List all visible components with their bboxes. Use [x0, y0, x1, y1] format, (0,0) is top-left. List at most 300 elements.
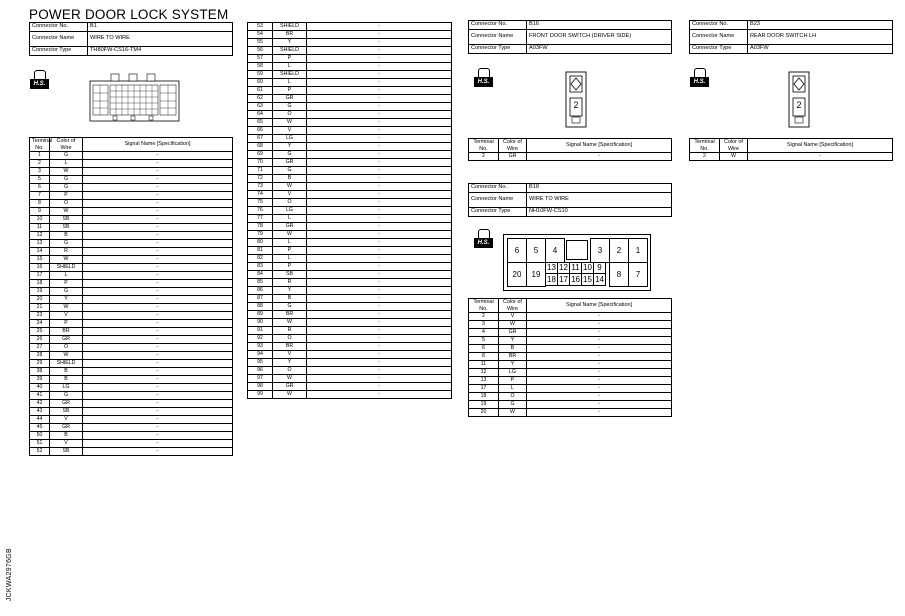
signal-cell: -	[527, 345, 672, 353]
color-of-wire-header: Color of Wire	[50, 138, 83, 152]
color-cell: GR	[273, 95, 307, 103]
b23-connector-name: REAR DOOR SWITCH LH	[748, 30, 893, 45]
color-cell: BR	[50, 328, 83, 336]
color-cell: SB	[50, 448, 83, 456]
terminal-cell: 15	[30, 256, 50, 264]
table-row	[248, 327, 452, 335]
color-cell: GR	[50, 400, 83, 408]
table-row	[30, 240, 233, 248]
color-cell: W	[50, 208, 83, 216]
table-row	[30, 248, 233, 256]
color-cell: W	[273, 183, 307, 191]
terminal-cell: 81	[248, 247, 273, 255]
color-cell: R	[50, 248, 83, 256]
terminal-no-header: Terminal No.	[690, 139, 720, 153]
signal-cell: -	[307, 127, 452, 135]
signal-cell: -	[307, 87, 452, 95]
terminal-cell: 92	[248, 335, 273, 343]
drawing-code: JCKWA2976GB	[6, 548, 13, 602]
signal-cell: -	[83, 208, 233, 216]
color-of-wire-header: Color of Wire	[720, 139, 748, 153]
signal-cell: -	[83, 288, 233, 296]
signal-cell: -	[83, 160, 233, 168]
color-cell: O	[50, 200, 83, 208]
color-cell: W	[273, 119, 307, 127]
terminal-cell: 70	[248, 159, 273, 167]
terminal-cell: 3	[469, 321, 499, 329]
color-cell: SHIELD	[50, 360, 83, 368]
table-row	[248, 119, 452, 127]
signal-cell: -	[307, 279, 452, 287]
b18-latch	[566, 240, 588, 260]
terminal-cell: 2	[690, 153, 720, 161]
connector-name-label: Connector Name	[469, 30, 527, 45]
signal-cell: -	[307, 391, 452, 399]
color-cell: SB	[50, 216, 83, 224]
table-row	[30, 360, 233, 368]
table-row	[30, 272, 233, 280]
table-row	[30, 184, 233, 192]
color-cell: SB	[50, 224, 83, 232]
color-cell: G	[50, 392, 83, 400]
table-row	[248, 271, 452, 279]
table-row	[248, 143, 452, 151]
terminal-cell: 94	[248, 351, 273, 359]
terminal-cell: 58	[248, 63, 273, 71]
table-row	[248, 111, 452, 119]
terminal-cell: 54	[248, 31, 273, 39]
color-cell: W	[273, 391, 307, 399]
b18-pin: 9	[593, 262, 606, 274]
signal-cell: -	[307, 271, 452, 279]
table-row	[30, 336, 233, 344]
color-cell: B	[50, 432, 83, 440]
color-cell: LG	[273, 207, 307, 215]
signal-cell: -	[527, 369, 672, 377]
signal-cell: -	[83, 432, 233, 440]
table-row	[248, 351, 452, 359]
table-row	[30, 176, 233, 184]
terminal-no-header: Terminal No.	[469, 139, 499, 153]
signal-cell: -	[307, 247, 452, 255]
terminal-cell: 87	[248, 295, 273, 303]
connector-no-label: Connector No.	[30, 23, 88, 32]
terminal-cell: 53	[248, 23, 273, 31]
color-cell: L	[273, 215, 307, 223]
terminal-cell: 18	[30, 280, 50, 288]
b16-connector-name: FRONT DOOR SWITCH (DRIVER SIDE)	[527, 30, 672, 45]
table-row	[248, 167, 452, 175]
b18-pin: 4	[545, 238, 565, 263]
b1-info-table	[29, 22, 233, 56]
color-cell: O	[499, 393, 527, 401]
terminal-cell: 67	[248, 135, 273, 143]
table-row	[248, 287, 452, 295]
signal-cell: -	[307, 167, 452, 175]
signal-cell: -	[83, 320, 233, 328]
terminal-no-header: Terminal No.	[30, 138, 50, 152]
color-cell: R	[273, 327, 307, 335]
signal-cell: -	[307, 191, 452, 199]
signal-cell: -	[83, 440, 233, 448]
color-cell: BR	[499, 353, 527, 361]
terminal-cell: 86	[248, 287, 273, 295]
signal-cell: -	[307, 263, 452, 271]
b1-connector-name: WIRE TO WIRE	[88, 32, 233, 47]
signal-cell: -	[307, 383, 452, 391]
color-cell: V	[50, 440, 83, 448]
b16-connector-no: B16	[527, 21, 672, 30]
table-row	[30, 320, 233, 328]
signal-cell: -	[83, 224, 233, 232]
color-cell: P	[273, 263, 307, 271]
color-cell: L	[273, 255, 307, 263]
terminal-cell: 19	[30, 288, 50, 296]
connector-no-label: Connector No.	[469, 184, 527, 193]
table-row	[30, 344, 233, 352]
signal-cell: -	[307, 103, 452, 111]
signal-cell: -	[748, 153, 893, 161]
b18-pin: 10	[581, 262, 594, 274]
signal-cell: -	[527, 385, 672, 393]
b18-pin: 16	[569, 273, 582, 286]
color-cell: GR	[273, 223, 307, 231]
terminal-cell: 24	[30, 320, 50, 328]
signal-cell: -	[527, 313, 672, 321]
color-cell: W	[50, 256, 83, 264]
table-row	[30, 408, 233, 416]
terminal-cell: 8	[469, 353, 499, 361]
b18-pin: 15	[581, 273, 594, 286]
color-cell: W	[273, 231, 307, 239]
terminal-cell: 42	[30, 400, 50, 408]
connector-type-label: Connector Type	[30, 47, 88, 56]
table-row	[30, 448, 233, 456]
terminal-cell: 26	[30, 336, 50, 344]
b1-connector-no: B1	[88, 23, 233, 32]
signal-cell: -	[83, 192, 233, 200]
b18-pin: 11	[569, 262, 582, 274]
table-row	[30, 280, 233, 288]
table-row	[30, 296, 233, 304]
connector-type-label: Connector Type	[469, 208, 527, 217]
signal-cell: -	[307, 135, 452, 143]
terminal-cell: 56	[248, 47, 273, 55]
terminal-cell: 6	[30, 184, 50, 192]
table-row	[248, 207, 452, 215]
b23-connector-type: A03FW	[748, 45, 893, 54]
b18-connector-name: WIRE TO WIRE	[527, 193, 672, 208]
connector-no-label: Connector No.	[690, 21, 748, 30]
b16-info-table	[468, 20, 672, 54]
color-cell: B	[273, 175, 307, 183]
terminal-cell: 69	[248, 151, 273, 159]
signal-cell: -	[307, 223, 452, 231]
table-row	[248, 311, 452, 319]
signal-cell: -	[307, 335, 452, 343]
signal-cell: -	[307, 63, 452, 71]
table-row	[248, 135, 452, 143]
signal-cell: -	[527, 361, 672, 369]
terminal-cell: 88	[248, 303, 273, 311]
terminal-cell: 84	[248, 271, 273, 279]
table-row	[30, 152, 233, 160]
hs-icon: H.S.	[474, 229, 494, 251]
table-row	[248, 39, 452, 47]
table-row	[248, 175, 452, 183]
terminal-cell: 68	[248, 143, 273, 151]
signal-cell: -	[307, 47, 452, 55]
color-cell: B	[499, 345, 527, 353]
color-cell: LG	[499, 369, 527, 377]
table-row	[30, 160, 233, 168]
signal-cell: -	[307, 175, 452, 183]
color-cell: O	[273, 111, 307, 119]
color-cell: SHIELD	[50, 264, 83, 272]
terminal-cell: 91	[248, 327, 273, 335]
table-row	[30, 352, 233, 360]
signal-cell: -	[527, 321, 672, 329]
signal-cell: -	[83, 368, 233, 376]
color-cell: P	[50, 280, 83, 288]
table-row	[248, 127, 452, 135]
color-cell: SHIELD	[273, 47, 307, 55]
terminal-cell: 62	[248, 95, 273, 103]
signal-cell: -	[83, 424, 233, 432]
signal-cell: -	[83, 216, 233, 224]
terminal-cell: 74	[248, 191, 273, 199]
terminal-cell: 77	[248, 215, 273, 223]
color-cell: B	[50, 376, 83, 384]
signal-cell: -	[307, 239, 452, 247]
terminal-cell: 16	[30, 264, 50, 272]
table-row	[30, 400, 233, 408]
color-cell: B	[273, 295, 307, 303]
terminal-cell: 64	[248, 111, 273, 119]
table-row	[30, 392, 233, 400]
b18-connector-diagram	[503, 234, 651, 291]
color-cell: G	[499, 401, 527, 409]
color-cell: L	[50, 160, 83, 168]
table-row	[30, 192, 233, 200]
terminal-cell: 10	[30, 216, 50, 224]
signal-cell: -	[307, 71, 452, 79]
color-cell: GR	[50, 336, 83, 344]
table-row	[469, 313, 672, 321]
signal-cell: -	[527, 401, 672, 409]
signal-cell: -	[83, 392, 233, 400]
b18-pin: 13	[545, 262, 558, 274]
signal-cell: -	[83, 152, 233, 160]
table-row	[248, 391, 452, 399]
terminal-cell: 5	[469, 337, 499, 345]
table-row	[248, 183, 452, 191]
signal-cell: -	[83, 384, 233, 392]
terminal-cell: 12	[469, 369, 499, 377]
signal-cell: -	[83, 232, 233, 240]
terminal-cell: 3	[30, 168, 50, 176]
signal-cell: -	[83, 240, 233, 248]
b18-terminal-table	[468, 298, 672, 417]
terminal-cell: 80	[248, 239, 273, 247]
color-cell: Y	[273, 143, 307, 151]
terminal-cell: 2	[469, 313, 499, 321]
terminal-cell: 4	[469, 329, 499, 337]
terminal-no-header: Terminal No.	[469, 299, 499, 313]
b18-pin: 2	[609, 238, 629, 263]
b18-pin: 17	[557, 273, 570, 286]
color-cell: L	[273, 239, 307, 247]
color-cell: G	[273, 303, 307, 311]
signal-cell: -	[83, 400, 233, 408]
signal-cell: -	[307, 39, 452, 47]
terminal-cell: 78	[248, 223, 273, 231]
b18-connector-type: NH10FW-CS10	[527, 208, 672, 217]
terminal-cell: 50	[30, 432, 50, 440]
signal-cell: -	[83, 376, 233, 384]
table-row	[248, 215, 452, 223]
color-cell: W	[50, 352, 83, 360]
terminal-cell: 13	[469, 377, 499, 385]
color-cell: Y	[499, 361, 527, 369]
signal-cell: -	[83, 176, 233, 184]
table-row	[30, 216, 233, 224]
signal-cell: -	[527, 377, 672, 385]
connector-name-label: Connector Name	[690, 30, 748, 45]
terminal-cell: 85	[248, 279, 273, 287]
table-row	[30, 368, 233, 376]
signal-cell: -	[307, 215, 452, 223]
table-row	[248, 55, 452, 63]
color-cell: GR	[273, 159, 307, 167]
terminal-cell: 82	[248, 255, 273, 263]
b18-pin: 14	[593, 273, 606, 286]
signal-cell: -	[83, 264, 233, 272]
b16-pin-label: 2	[573, 100, 579, 110]
table-row	[30, 424, 233, 432]
terminal-cell: 57	[248, 55, 273, 63]
color-cell: G	[273, 103, 307, 111]
table-row	[30, 224, 233, 232]
signal-cell: -	[307, 311, 452, 319]
signal-name-header: Signal Name [Specification]	[527, 139, 672, 153]
terminal-cell: 38	[30, 368, 50, 376]
signal-cell: -	[307, 295, 452, 303]
signal-cell: -	[307, 327, 452, 335]
color-cell: L	[273, 79, 307, 87]
table-row	[469, 369, 672, 377]
connector-no-label: Connector No.	[469, 21, 527, 30]
terminal-cell: 9	[30, 208, 50, 216]
b23-pin-label: 2	[796, 100, 802, 110]
color-cell: Y	[273, 287, 307, 295]
table-row	[469, 361, 672, 369]
table-row	[469, 377, 672, 385]
signal-cell: -	[307, 23, 452, 31]
terminal-cell: 72	[248, 175, 273, 183]
color-cell: Y	[499, 337, 527, 345]
color-cell: SHIELD	[273, 23, 307, 31]
color-cell: R	[273, 279, 307, 287]
page-title: POWER DOOR LOCK SYSTEM	[29, 7, 229, 22]
b16-connector-type: A03FW	[527, 45, 672, 54]
table-row	[248, 263, 452, 271]
table-row	[248, 191, 452, 199]
terminal-cell: 71	[248, 167, 273, 175]
table-row	[248, 343, 452, 351]
signal-cell: -	[83, 312, 233, 320]
b23-info-table	[689, 20, 893, 54]
terminal-cell: 41	[30, 392, 50, 400]
signal-cell: -	[83, 256, 233, 264]
terminal-cell: 59	[248, 71, 273, 79]
terminal-cell: 5	[30, 176, 50, 184]
terminal-cell: 19	[469, 401, 499, 409]
signal-cell: -	[83, 352, 233, 360]
color-cell: GR	[499, 329, 527, 337]
table-row	[30, 168, 233, 176]
terminal-cell: 90	[248, 319, 273, 327]
color-cell: SB	[50, 408, 83, 416]
connector-name-label: Connector Name	[469, 193, 527, 208]
color-cell: P	[273, 247, 307, 255]
color-cell: SHIELD	[273, 71, 307, 79]
signal-cell: -	[307, 367, 452, 375]
terminal-cell: 2	[469, 153, 499, 161]
table-row	[248, 375, 452, 383]
color-cell: B	[50, 232, 83, 240]
signal-cell: -	[83, 184, 233, 192]
color-cell: V	[50, 312, 83, 320]
terminal-cell: 66	[248, 127, 273, 135]
table-row	[469, 345, 672, 353]
b1-terminal-table-a	[29, 137, 233, 456]
table-row	[30, 416, 233, 424]
terminal-cell: 98	[248, 383, 273, 391]
color-cell: B	[50, 368, 83, 376]
terminal-cell: 23	[30, 312, 50, 320]
table-row	[30, 208, 233, 216]
b23-connector-diagram	[788, 71, 810, 128]
signal-cell: -	[307, 95, 452, 103]
table-row	[30, 376, 233, 384]
table-row	[248, 199, 452, 207]
color-cell: L	[50, 272, 83, 280]
signal-cell: -	[83, 416, 233, 424]
signal-cell: -	[527, 353, 672, 361]
table-row	[30, 232, 233, 240]
connector-type-label: Connector Type	[469, 45, 527, 54]
terminal-cell: 93	[248, 343, 273, 351]
color-cell: G	[50, 176, 83, 184]
color-cell: W	[273, 319, 307, 327]
table-row	[30, 384, 233, 392]
terminal-cell: 60	[248, 79, 273, 87]
signal-cell: -	[307, 111, 452, 119]
table-row	[30, 432, 233, 440]
terminal-cell: 11	[469, 361, 499, 369]
table-row	[248, 151, 452, 159]
terminal-cell: 61	[248, 87, 273, 95]
signal-name-header: Signal Name [Specification]	[527, 299, 672, 313]
color-cell: P	[499, 377, 527, 385]
terminal-cell: 63	[248, 103, 273, 111]
table-row	[30, 440, 233, 448]
table-row	[30, 264, 233, 272]
color-cell: W	[50, 304, 83, 312]
b18-pin: 1	[628, 238, 648, 263]
table-row	[248, 63, 452, 71]
